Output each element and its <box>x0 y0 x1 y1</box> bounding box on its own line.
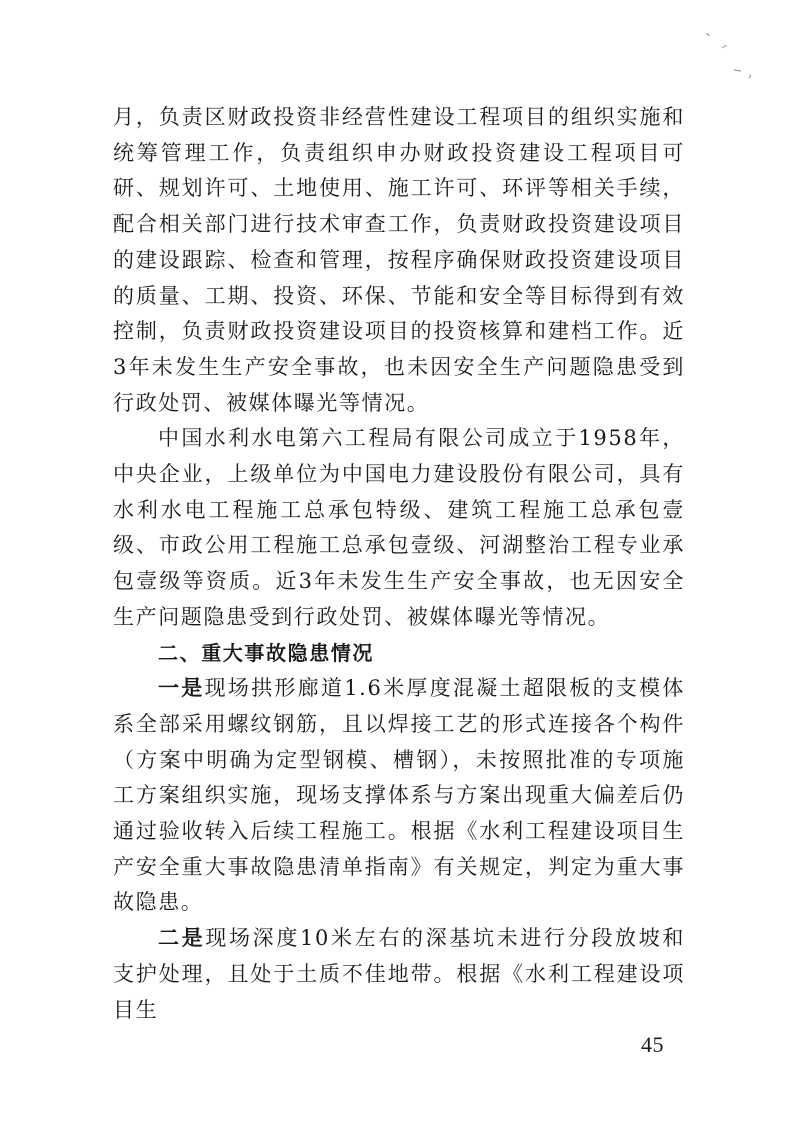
paragraph-hazard-two <box>113 921 685 1028</box>
document-body <box>113 100 685 1028</box>
paragraph-company-profile: 中国水利水电第六工程局有限公司成立于1958年，中央企业，上级单位为中国电力建设股份有限公司，具有水利水电工程施工总承包特级、建筑工程施工总承包壹级、市政公用工程施工总承包壹级、河湖整治工程专业承包壹级等资质。近3年未发生生产安全事故，也无因安全生产问题隐患受到行政处罚、被媒体曝光等情况。 <box>113 426 685 629</box>
hazard-two-lead: 二是 <box>158 926 206 951</box>
scan-artifact <box>722 45 727 48</box>
hazard-two-text: 现场深度10米左右的深基坑未进行分段放坡和支护处理，且处于土质不佳地带。根据《水利工程建设项目生 <box>113 926 685 1022</box>
paragraph-continuation: 月，负责区财政投资非经营性建设工程项目的组织实施和统筹管理工作，负责组织申办财政投资建设工程项目可研、规划许可、土地使用、施工许可、环评等相关手续，配合相关部门进行技术审查工作，负责财政投资建设项目的建设跟踪、检查和管理，按程序确保财政投资建设项目的质量、工期、投资、环保、节能和安全等目标得到有效控制，负责财政投资建设项目的投资核算和建档工作。近3年未发生生产安全事故，也未因安全生产问题隐患受到行政处罚、被媒体曝光等情况。 <box>113 105 685 415</box>
hazard-one-text: 现场拱形廊道1.6米厚度混凝土超限板的支模体系全部采用螺纹钢筋，且以焊接工艺的形式连接各个构件（方案中明确为定型钢模、槽钢），未按照批准的专项施工方案组织实施，现场支撑体系与方案出现重大偏差后仍通过验收转入后续工程施工。根据《水利工程建设项目生产安全重大事故隐患清单指南》有关规定，判定为重大事故隐患。 <box>113 676 685 915</box>
hazard-one-lead: 一是 <box>158 676 205 701</box>
paragraph-hazard-one <box>113 671 685 921</box>
section-heading: 二、重大事故隐患情况 <box>158 640 374 665</box>
page-number: 45 <box>641 1032 664 1057</box>
scan-artifact <box>706 33 710 36</box>
scan-artifact <box>749 75 752 79</box>
scan-artifact <box>734 69 741 71</box>
